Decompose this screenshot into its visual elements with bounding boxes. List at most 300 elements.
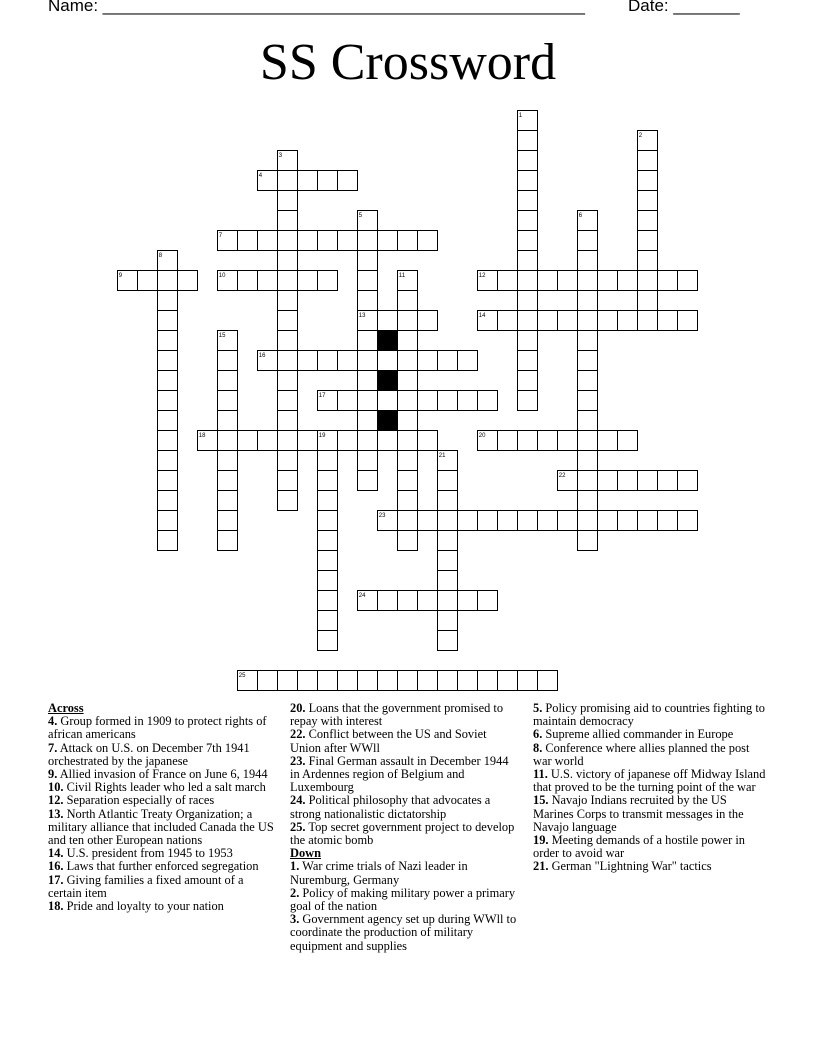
grid-cell[interactable]	[358, 231, 378, 251]
grid-cell[interactable]	[358, 311, 378, 331]
grid-cell[interactable]	[358, 671, 378, 691]
grid-cell[interactable]	[478, 431, 498, 451]
grid-cell[interactable]	[318, 551, 338, 571]
grid-cell[interactable]	[438, 611, 458, 631]
grid-cell[interactable]	[318, 591, 338, 611]
grid-cell[interactable]	[318, 671, 338, 691]
grid-cell[interactable]	[338, 351, 358, 371]
grid-cell[interactable]	[398, 291, 418, 311]
grid-cell[interactable]	[518, 171, 538, 191]
grid-cell[interactable]	[278, 331, 298, 351]
grid-cell[interactable]	[138, 271, 158, 291]
grid-cell[interactable]	[358, 471, 378, 491]
clue-item	[533, 834, 769, 860]
grid-cell[interactable]	[158, 391, 178, 411]
grid-cell[interactable]	[398, 431, 418, 451]
clue-item-number: 16.	[48, 859, 64, 874]
grid-cell[interactable]	[318, 471, 338, 491]
grid-cell[interactable]	[218, 531, 238, 551]
grid-cell[interactable]	[298, 171, 318, 191]
grid-cell[interactable]	[578, 531, 598, 551]
clue-item-number: 25.	[290, 819, 306, 834]
grid-cell[interactable]	[358, 371, 378, 391]
grid-cell[interactable]	[258, 671, 278, 691]
grid-cell[interactable]	[678, 311, 698, 331]
grid-cell[interactable]	[598, 311, 618, 331]
grid-cell[interactable]	[278, 191, 298, 211]
clue-item-text: Supreme allied commander in Europe	[542, 727, 734, 742]
clue-item-number: 22.	[290, 727, 306, 742]
grid-cell[interactable]	[338, 171, 358, 191]
grid-cell[interactable]	[598, 271, 618, 291]
grid-cell[interactable]	[198, 431, 218, 451]
grid-cell[interactable]	[478, 391, 498, 411]
grid-cell[interactable]	[318, 391, 338, 411]
grid-cell[interactable]	[518, 111, 538, 131]
grid-cell[interactable]	[518, 271, 538, 291]
clue-number: 3	[278, 152, 283, 159]
grid-cell[interactable]	[358, 251, 378, 271]
grid-cell[interactable]	[518, 151, 538, 171]
grid-cell[interactable]	[158, 291, 178, 311]
grid-cell[interactable]	[378, 511, 398, 531]
black-cell	[378, 331, 398, 351]
grid-cell[interactable]	[398, 471, 418, 491]
clue-item-text: Political philosophy that advocates a strong nationalistic dictatorship	[290, 793, 491, 821]
grid-cell[interactable]	[478, 671, 498, 691]
grid-cell[interactable]	[278, 411, 298, 431]
grid-cell[interactable]	[498, 671, 518, 691]
clues-column-2	[290, 702, 520, 953]
grid-cell[interactable]	[578, 451, 598, 471]
clue-item-number: 21.	[533, 859, 549, 874]
grid-cell[interactable]	[578, 351, 598, 371]
grid-cell[interactable]	[278, 671, 298, 691]
grid-cell[interactable]	[438, 451, 458, 471]
clue-item	[48, 715, 280, 741]
grid-cell[interactable]	[578, 231, 598, 251]
grid-cell[interactable]	[218, 331, 238, 351]
grid-cell[interactable]	[158, 471, 178, 491]
grid-cell[interactable]	[358, 411, 378, 431]
grid-cell[interactable]	[158, 511, 178, 531]
grid-cell[interactable]	[258, 271, 278, 291]
grid-cell[interactable]	[618, 471, 638, 491]
clue-item-number: 13.	[48, 806, 64, 821]
grid-cell[interactable]	[498, 431, 518, 451]
clue-item-text: Laws that further enforced segregation	[63, 859, 259, 874]
grid-cell[interactable]	[158, 351, 178, 371]
grid-cell[interactable]	[378, 591, 398, 611]
grid-cell[interactable]	[158, 431, 178, 451]
grid-cell[interactable]	[238, 431, 258, 451]
clue-item-number: 10.	[48, 780, 64, 795]
grid-cell[interactable]	[418, 671, 438, 691]
grid-cell[interactable]	[578, 511, 598, 531]
clue-item	[533, 794, 769, 834]
grid-cell[interactable]	[218, 491, 238, 511]
grid-cell[interactable]	[438, 511, 458, 531]
grid-cell[interactable]	[318, 451, 338, 471]
clue-item	[533, 860, 769, 873]
grid-cell[interactable]	[598, 511, 618, 531]
grid-cell[interactable]	[338, 671, 358, 691]
clue-number: 25	[238, 672, 246, 679]
grid-cell[interactable]	[498, 311, 518, 331]
grid-cell[interactable]	[558, 471, 578, 491]
grid-cell[interactable]	[158, 531, 178, 551]
clue-number: 23	[378, 512, 386, 519]
grid-cell[interactable]	[358, 331, 378, 351]
grid-cell[interactable]	[638, 231, 658, 251]
grid-cell[interactable]	[218, 231, 238, 251]
grid-cell[interactable]	[278, 171, 298, 191]
clue-number: 1	[518, 112, 523, 119]
grid-cell[interactable]	[298, 351, 318, 371]
grid-cell[interactable]	[538, 311, 558, 331]
grid-cell[interactable]	[278, 491, 298, 511]
clue-item-text: U.S. president from 1945 to 1953	[63, 846, 233, 861]
grid-cell[interactable]	[578, 371, 598, 391]
grid-cell[interactable]	[158, 271, 178, 291]
grid-cell[interactable]	[378, 431, 398, 451]
grid-cell[interactable]	[418, 311, 438, 331]
grid-cell[interactable]	[338, 431, 358, 451]
grid-cell[interactable]	[638, 291, 658, 311]
grid-cell[interactable]	[398, 491, 418, 511]
grid-cell[interactable]	[278, 371, 298, 391]
grid-cell[interactable]	[338, 391, 358, 411]
grid-cell[interactable]	[578, 411, 598, 431]
grid-cell[interactable]	[398, 451, 418, 471]
grid-cell[interactable]	[418, 591, 438, 611]
grid-cell[interactable]	[578, 391, 598, 411]
grid-cell[interactable]	[478, 311, 498, 331]
grid-cell[interactable]	[438, 351, 458, 371]
grid-cell[interactable]	[438, 571, 458, 591]
grid-cell[interactable]	[278, 391, 298, 411]
grid-cell[interactable]	[398, 231, 418, 251]
grid-cell[interactable]	[638, 471, 658, 491]
grid-cell[interactable]	[578, 251, 598, 271]
grid-cell[interactable]	[298, 431, 318, 451]
grid-cell[interactable]	[158, 251, 178, 271]
grid-cell[interactable]	[578, 271, 598, 291]
grid-cell[interactable]	[618, 311, 638, 331]
clue-number: 20	[478, 432, 486, 439]
grid-cell[interactable]	[438, 531, 458, 551]
clue-item-text: Conference where allies planned the post war world	[533, 740, 750, 768]
grid-cell[interactable]	[358, 351, 378, 371]
grid-cell[interactable]	[438, 471, 458, 491]
grid-cell[interactable]	[258, 351, 278, 371]
grid-cell[interactable]	[638, 251, 658, 271]
grid-cell[interactable]	[238, 671, 258, 691]
grid-cell[interactable]	[298, 231, 318, 251]
grid-cell[interactable]	[498, 511, 518, 531]
grid-cell[interactable]	[398, 391, 418, 411]
grid-cell[interactable]	[538, 671, 558, 691]
grid-cell[interactable]	[458, 351, 478, 371]
grid-cell[interactable]	[158, 371, 178, 391]
grid-cell[interactable]	[218, 271, 238, 291]
grid-cell[interactable]	[278, 471, 298, 491]
clue-item-number: 7.	[48, 740, 58, 755]
grid-cell[interactable]	[558, 271, 578, 291]
grid-cell[interactable]	[278, 151, 298, 171]
grid-cell[interactable]	[438, 631, 458, 651]
grid-cell[interactable]	[638, 171, 658, 191]
clue-item-text: Allied invasion of France on June 6, 1944	[57, 767, 268, 782]
grid-cell[interactable]	[518, 311, 538, 331]
grid-cell[interactable]	[318, 511, 338, 531]
grid-cell[interactable]	[678, 511, 698, 531]
grid-cell[interactable]	[158, 491, 178, 511]
clue-item-text: Loans that the government promised to repay with interest	[290, 701, 504, 729]
clue-number: 22	[558, 472, 566, 479]
grid-cell[interactable]	[658, 271, 678, 291]
grid-cell[interactable]	[358, 431, 378, 451]
grid-cell[interactable]	[218, 451, 238, 471]
grid-cell[interactable]	[258, 171, 278, 191]
grid-cell[interactable]	[398, 331, 418, 351]
grid-cell[interactable]	[418, 511, 438, 531]
name-field[interactable]: Name: ___________________________________________________	[48, 0, 585, 15]
grid-cell[interactable]	[318, 431, 338, 451]
grid-cell[interactable]	[558, 431, 578, 451]
grid-cell[interactable]	[238, 271, 258, 291]
grid-cell[interactable]	[458, 591, 478, 611]
grid-cell[interactable]	[378, 311, 398, 331]
clue-item-number: 1.	[290, 859, 300, 874]
grid-cell[interactable]	[398, 351, 418, 371]
grid-cell[interactable]	[438, 391, 458, 411]
grid-cell[interactable]	[378, 671, 398, 691]
clue-item-text: Giving families a fixed amount of a certain item	[48, 872, 244, 900]
grid-cell[interactable]	[218, 431, 238, 451]
clue-item-text: German "Lightning War" tactics	[548, 859, 712, 874]
grid-cell[interactable]	[478, 271, 498, 291]
grid-cell[interactable]	[418, 431, 438, 451]
grid-cell[interactable]	[318, 491, 338, 511]
clue-item	[290, 887, 520, 913]
grid-cell[interactable]	[518, 351, 538, 371]
grid-cell[interactable]	[438, 671, 458, 691]
grid-cell[interactable]	[598, 471, 618, 491]
clue-item-number: 23.	[290, 753, 306, 768]
grid-cell[interactable]	[538, 271, 558, 291]
grid-cell[interactable]	[398, 371, 418, 391]
grid-cell[interactable]	[438, 491, 458, 511]
clues-column-3	[533, 702, 769, 874]
grid-cell[interactable]	[318, 611, 338, 631]
grid-cell[interactable]	[398, 511, 418, 531]
grid-cell[interactable]	[518, 211, 538, 231]
grid-cell[interactable]	[218, 391, 238, 411]
grid-cell[interactable]	[578, 211, 598, 231]
grid-cell[interactable]	[578, 331, 598, 351]
clue-item-number: 8.	[533, 740, 543, 755]
grid-cell[interactable]	[238, 231, 258, 251]
grid-cell[interactable]	[458, 671, 478, 691]
grid-cell[interactable]	[578, 471, 598, 491]
grid-cell[interactable]	[418, 391, 438, 411]
grid-cell[interactable]	[398, 271, 418, 291]
grid-cell[interactable]	[278, 451, 298, 471]
grid-cell[interactable]	[678, 471, 698, 491]
date-field[interactable]: Date: _______	[628, 0, 740, 15]
clue-number: 16	[258, 352, 266, 359]
grid-cell[interactable]	[218, 371, 238, 391]
grid-cell[interactable]	[518, 331, 538, 351]
grid-cell[interactable]	[598, 431, 618, 451]
clue-item-text: Top secret government project to develop the atomic bomb	[290, 819, 515, 848]
grid-cell[interactable]	[158, 331, 178, 351]
grid-cell[interactable]	[318, 571, 338, 591]
grid-cell[interactable]	[658, 311, 678, 331]
grid-cell[interactable]	[658, 471, 678, 491]
clue-item	[48, 900, 280, 913]
grid-cell[interactable]	[498, 271, 518, 291]
grid-cell[interactable]	[358, 591, 378, 611]
grid-cell[interactable]	[318, 631, 338, 651]
grid-cell[interactable]	[518, 371, 538, 391]
grid-cell[interactable]	[158, 411, 178, 431]
clue-item-number: 2.	[290, 885, 300, 900]
grid-cell[interactable]	[398, 531, 418, 551]
grid-cell[interactable]	[478, 511, 498, 531]
grid-cell[interactable]	[318, 171, 338, 191]
grid-cell[interactable]	[378, 231, 398, 251]
clue-item	[290, 913, 520, 953]
clue-number: 19	[318, 432, 326, 439]
grid-cell[interactable]	[298, 671, 318, 691]
grid-cell[interactable]	[558, 311, 578, 331]
clue-item-number: 4.	[48, 714, 58, 729]
clue-number: 15	[218, 332, 226, 339]
clue-item	[533, 742, 769, 768]
grid-cell[interactable]	[538, 431, 558, 451]
grid-cell[interactable]	[518, 131, 538, 151]
grid-cell[interactable]	[438, 591, 458, 611]
grid-cell[interactable]	[578, 311, 598, 331]
grid-cell[interactable]	[258, 231, 278, 251]
grid-cell[interactable]	[338, 231, 358, 251]
clue-item-text: Civil Rights leader who led a salt march	[63, 780, 266, 795]
grid-cell[interactable]	[518, 191, 538, 211]
grid-cell[interactable]	[638, 511, 658, 531]
grid-cell[interactable]	[358, 211, 378, 231]
grid-cell[interactable]	[638, 151, 658, 171]
grid-cell[interactable]	[178, 271, 198, 291]
clue-number: 12	[478, 272, 486, 279]
grid-cell[interactable]	[318, 531, 338, 551]
grid-cell[interactable]	[398, 671, 418, 691]
grid-cell[interactable]	[378, 391, 398, 411]
grid-cell[interactable]	[278, 231, 298, 251]
grid-cell[interactable]	[618, 271, 638, 291]
grid-cell[interactable]	[638, 211, 658, 231]
grid-cell[interactable]	[298, 271, 318, 291]
grid-cell[interactable]	[398, 311, 418, 331]
grid-cell[interactable]	[118, 271, 138, 291]
grid-cell[interactable]	[558, 511, 578, 531]
grid-cell[interactable]	[578, 431, 598, 451]
grid-cell[interactable]	[158, 451, 178, 471]
clue-number: 11	[398, 272, 406, 279]
grid-cell[interactable]	[318, 351, 338, 371]
grid-cell[interactable]	[278, 251, 298, 271]
grid-cell[interactable]	[518, 391, 538, 411]
grid-cell[interactable]	[278, 311, 298, 331]
grid-cell[interactable]	[358, 271, 378, 291]
clue-item-text: Separation especially of races	[63, 793, 215, 808]
grid-cell[interactable]	[638, 131, 658, 151]
grid-cell[interactable]	[278, 211, 298, 231]
grid-cell[interactable]	[358, 391, 378, 411]
grid-cell[interactable]	[278, 351, 298, 371]
clue-number: 13	[358, 312, 366, 319]
grid-cell[interactable]	[418, 351, 438, 371]
grid-cell[interactable]	[218, 411, 238, 431]
grid-cell[interactable]	[318, 231, 338, 251]
clue-item-text: Government agency set up during WWll to coordinate the production of military equipment and supplies	[290, 912, 517, 953]
grid-cell[interactable]	[378, 351, 398, 371]
grid-cell[interactable]	[278, 431, 298, 451]
clue-item	[290, 794, 520, 820]
clue-item-text: North Atlantic Treaty Organization; a military alliance that included Canada the US and ten other European nations	[48, 806, 274, 848]
grid-cell[interactable]	[518, 291, 538, 311]
clue-item-number: 15.	[533, 793, 549, 808]
grid-cell[interactable]	[518, 671, 538, 691]
grid-cell[interactable]	[658, 511, 678, 531]
grid-cell[interactable]	[578, 291, 598, 311]
grid-cell[interactable]	[158, 311, 178, 331]
grid-cell[interactable]	[218, 511, 238, 531]
grid-cell[interactable]	[458, 511, 478, 531]
grid-cell[interactable]	[638, 271, 658, 291]
clue-item-number: 3.	[290, 912, 300, 927]
grid-cell[interactable]	[398, 591, 418, 611]
grid-cell[interactable]	[258, 431, 278, 451]
grid-cell[interactable]	[518, 231, 538, 251]
grid-cell[interactable]	[358, 451, 378, 471]
grid-cell[interactable]	[638, 191, 658, 211]
grid-cell[interactable]	[418, 231, 438, 251]
grid-cell[interactable]	[218, 471, 238, 491]
grid-cell[interactable]	[518, 431, 538, 451]
grid-cell[interactable]	[518, 251, 538, 271]
grid-cell[interactable]	[638, 311, 658, 331]
grid-cell[interactable]	[538, 511, 558, 531]
grid-cell[interactable]	[678, 271, 698, 291]
grid-cell[interactable]	[398, 411, 418, 431]
grid-cell[interactable]	[518, 511, 538, 531]
grid-cell[interactable]	[618, 431, 638, 451]
grid-cell[interactable]	[458, 391, 478, 411]
grid-cell[interactable]	[478, 591, 498, 611]
grid-cell[interactable]	[618, 511, 638, 531]
grid-cell[interactable]	[218, 351, 238, 371]
grid-cell[interactable]	[438, 551, 458, 571]
grid-cell[interactable]	[278, 271, 298, 291]
grid-cell[interactable]	[578, 491, 598, 511]
grid-cell[interactable]	[358, 291, 378, 311]
grid-cell[interactable]	[278, 291, 298, 311]
header	[48, 0, 740, 16]
clue-number: 18	[198, 432, 206, 439]
grid-cell[interactable]	[318, 271, 338, 291]
